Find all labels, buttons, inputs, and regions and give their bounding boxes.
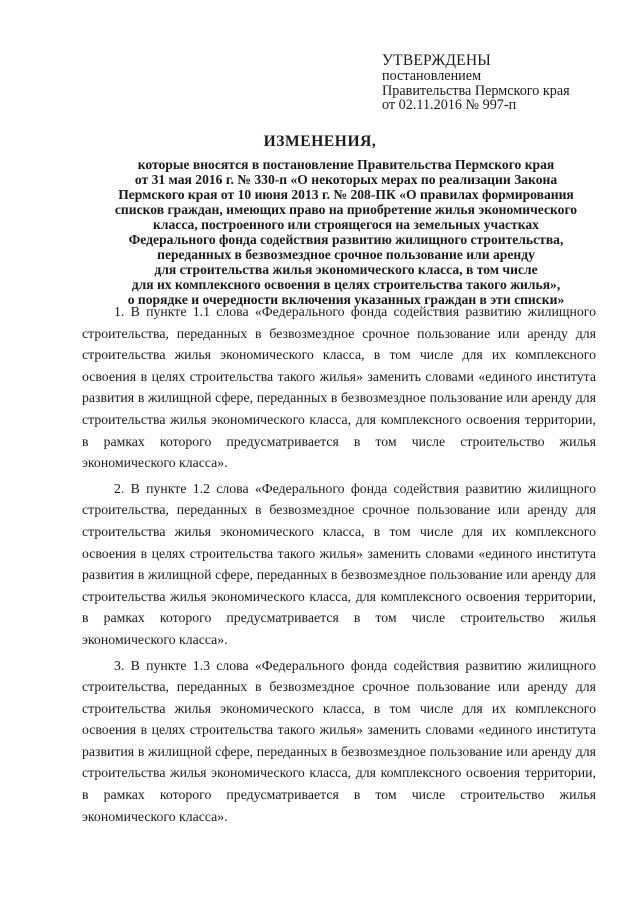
subtitle-line: которые вносятся в постановление Правительства Пермского края	[137, 157, 555, 172]
document-subtitle	[96, 157, 596, 307]
subtitle-line: переданных в безвозмездное срочное пользование или аренду	[157, 247, 535, 262]
approval-heading: УТВЕРЖДЕНЫ	[382, 52, 491, 69]
approval-line-3: от 02.11.2016 № 997-п	[382, 97, 517, 113]
subtitle-line: Пермского края от 10 июня 2013 г. № 208-ПК «О правилах формирования	[118, 187, 574, 202]
paragraph-2: 2. В пункте 1.2 слова «Федерального фонда содействия развитию жилищного строительства, переданных в безвозмездное срочное пользование или аренду для строительства жилья экономического класса, в том числе для их комплексного освоения в целях строительства такого жилья» заменить словами «единого института развития в жилищной сфере, переданных в безвозмездное пользование или аренду для строительства жилья экономического класса, для комплексного освоения территории, в рамках которого предусматривается в том числе строительство жилья экономического класса».	[82, 480, 596, 647]
document-title: ИЗМЕНЕНИЯ,	[263, 133, 377, 150]
subtitle-line: класса, построенного или строящегося на земельных участках	[153, 217, 539, 232]
subtitle-line: списков граждан, имеющих право на приобретение жилья экономического	[114, 202, 578, 217]
subtitle-line: Федерального фонда содействия развитию жилищного строительства,	[128, 232, 564, 247]
subtitle-line: для их комплексного освоения в целях строительства такого жилья»,	[131, 277, 561, 292]
approval-stamp	[382, 52, 627, 113]
subtitle-line: для строительства жилья экономического класса, в том числе	[154, 262, 538, 277]
subtitle-line: от 31 мая 2016 г. № 330-п «О некоторых мерах по реализации Закона	[134, 172, 558, 187]
paragraph-1: 1. В пункте 1.1 слова «Федерального фонда содействия развитию жилищного строительства, переданных в безвозмездное срочное пользование или аренду для строительства жилья экономического класса, в том числе для их комплексного освоения в целях строительства такого жилья» заменить словами «единого института развития в жилищной сфере, переданных в безвозмездное пользование или аренду для строительства жилья экономического класса, для комплексного освоения территории, в рамках которого предусматривается в том числе строительство жилья экономического класса».	[82, 304, 596, 471]
paragraph-3: 3. В пункте 1.3 слова «Федерального фонда содействия развитию жилищного строительства, переданных в безвозмездное срочное пользование или аренду для строительства жилья экономического класса, в том числе для их комплексного освоения в целях строительства такого жилья» заменить словами «единого института развития в жилищной сфере, переданных в безвозмездное пользование или аренду для строительства жилья экономического класса, для комплексного освоения территории, в рамках которого предусматривается в том числе строительство жилья экономического класса».	[82, 657, 596, 824]
document-body	[82, 301, 596, 831]
subtitle-line: о порядке и очередности включения указанных граждан в эти списки»	[127, 292, 565, 307]
approval-line-2: Правительства Пермского края	[382, 82, 570, 99]
approval-line-1: постановлением	[382, 68, 482, 84]
